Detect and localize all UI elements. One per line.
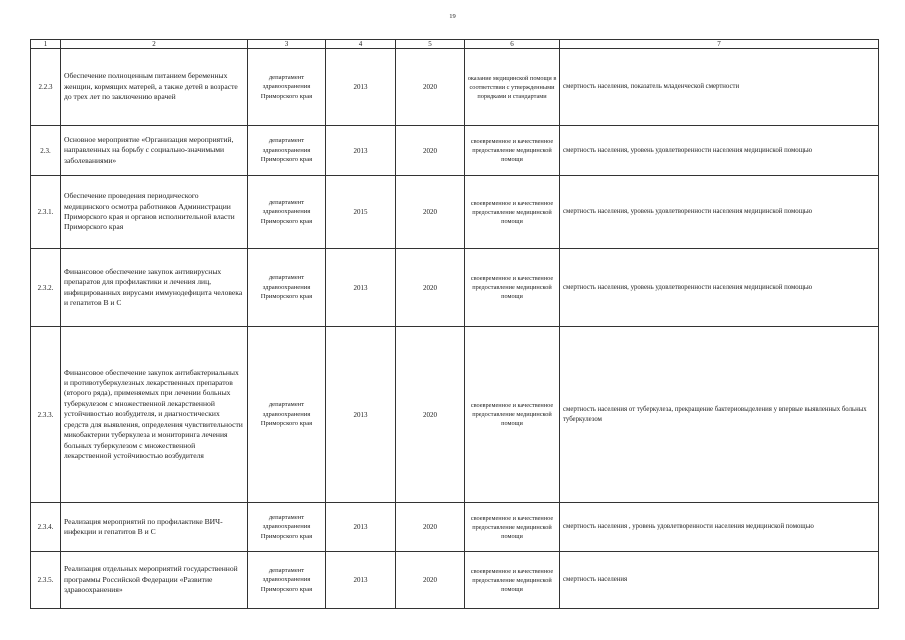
indicator: смертность населения (560, 552, 879, 609)
row-number: 2.3.3. (31, 327, 61, 503)
indicator: смертность населения от туберкулеза, прекращение бактериовыделения у впервые выявленных больных туберкулезом (560, 327, 879, 503)
row-number: 2.3.2. (31, 249, 61, 327)
col-header-3: 3 (248, 40, 326, 49)
measure-name: Обеспечение проведения периодического медицинского осмотра работников Администрации Приморского края и органов исполнительной власти Приморского края (61, 176, 248, 249)
indicator: смертность населения, уровень удовлетворенности населения медицинской помощью (560, 126, 879, 176)
table-row (31, 249, 879, 327)
col-header-6: 6 (465, 40, 560, 49)
row-number: 2.3.1. (31, 176, 61, 249)
start-year: 2013 (326, 126, 396, 176)
start-year: 2013 (326, 552, 396, 609)
program-table (30, 39, 879, 609)
measure-name: Реализация мероприятий по профилактике ВИЧ-инфекции и гепатитов В и С (61, 503, 248, 552)
indicator: смертность населения, уровень удовлетворенности населения медицинской помощью (560, 176, 879, 249)
row-number: 2.3.4. (31, 503, 61, 552)
executor: департамент здравоохранения Приморского края (248, 126, 326, 176)
measure-name: Финансовое обеспечение закупок антибактериальных и противотуберкулезных лекарственных препаратов (второго ряда), применяемых при лечении больных туберкулезом с множественной лекарственной устойчивостью возбудителя, и диагностических средств для выявления, определения чувствительности микобактерии туберкулеза и мониторинга лечения больных туберкулезом с множественной лекарственной устойчивостью возбудителя (61, 327, 248, 503)
executor: департамент здравоохранения Приморского края (248, 552, 326, 609)
executor: департамент здравоохранения Приморского края (248, 176, 326, 249)
executor: департамент здравоохранения Приморского края (248, 249, 326, 327)
expected-result: своевременное и качественное предоставление медицинской помощи (465, 552, 560, 609)
expected-result: своевременное и качественное предоставление медицинской помощи (465, 126, 560, 176)
page-number: 19 (449, 13, 456, 20)
col-header-2: 2 (61, 40, 248, 49)
start-year: 2013 (326, 327, 396, 503)
col-header-1: 1 (31, 40, 61, 49)
table-row (31, 552, 879, 609)
start-year: 2013 (326, 49, 396, 126)
row-number: 2.3.5. (31, 552, 61, 609)
table-row (31, 126, 879, 176)
end-year: 2020 (396, 126, 465, 176)
measure-name: Финансовое обеспечение закупок антивирусных препаратов для профилактики и лечения лиц, инфицированных вирусами иммунодефицита человека и гепатитов В и С (61, 249, 248, 327)
expected-result: своевременное и качественное предоставление медицинской помощи (465, 327, 560, 503)
end-year: 2020 (396, 249, 465, 327)
measure-name: Основное мероприятие «Организация мероприятий, направленных на борьбу с социально-значимыми заболеваниями» (61, 126, 248, 176)
expected-result: своевременное и качественное предоставление медицинской помощи (465, 176, 560, 249)
header-row (31, 40, 879, 49)
executor: департамент здравоохранения Приморского края (248, 327, 326, 503)
measure-name: Реализация отдельных мероприятий государственной программы Российской Федерации «Развитие здравоохранения» (61, 552, 248, 609)
measure-name: Обеспечение полноценным питанием беременных женщин, кормящих матерей, а также детей в возрасте до трех лет по заключению врачей (61, 49, 248, 126)
table-row (31, 503, 879, 552)
col-header-4: 4 (326, 40, 396, 49)
start-year: 2013 (326, 503, 396, 552)
expected-result: своевременное и качественное предоставление медицинской помощи (465, 249, 560, 327)
indicator: смертность населения , уровень удовлетворенности населения медицинской помощью (560, 503, 879, 552)
indicator: смертность населения, показатель младенческой смертности (560, 49, 879, 126)
end-year: 2020 (396, 552, 465, 609)
table-row (31, 176, 879, 249)
end-year: 2020 (396, 503, 465, 552)
col-header-7: 7 (560, 40, 879, 49)
row-number: 2.2.3 (31, 49, 61, 126)
indicator: смертность населения, уровень удовлетворенности населения медицинской помощью (560, 249, 879, 327)
expected-result: своевременное и качественное предоставление медицинской помощи (465, 503, 560, 552)
expected-result: оказание медицинской помощи в соответствии с утвержденными порядками и стандартами (465, 49, 560, 126)
end-year: 2020 (396, 176, 465, 249)
row-number: 2.3. (31, 126, 61, 176)
table-row (31, 49, 879, 126)
executor: департамент здравоохранения Приморского края (248, 503, 326, 552)
end-year: 2020 (396, 327, 465, 503)
end-year: 2020 (396, 49, 465, 126)
executor: департамент здравоохранения Приморского края (248, 49, 326, 126)
col-header-5: 5 (396, 40, 465, 49)
start-year: 2015 (326, 176, 396, 249)
table-row (31, 327, 879, 503)
start-year: 2013 (326, 249, 396, 327)
